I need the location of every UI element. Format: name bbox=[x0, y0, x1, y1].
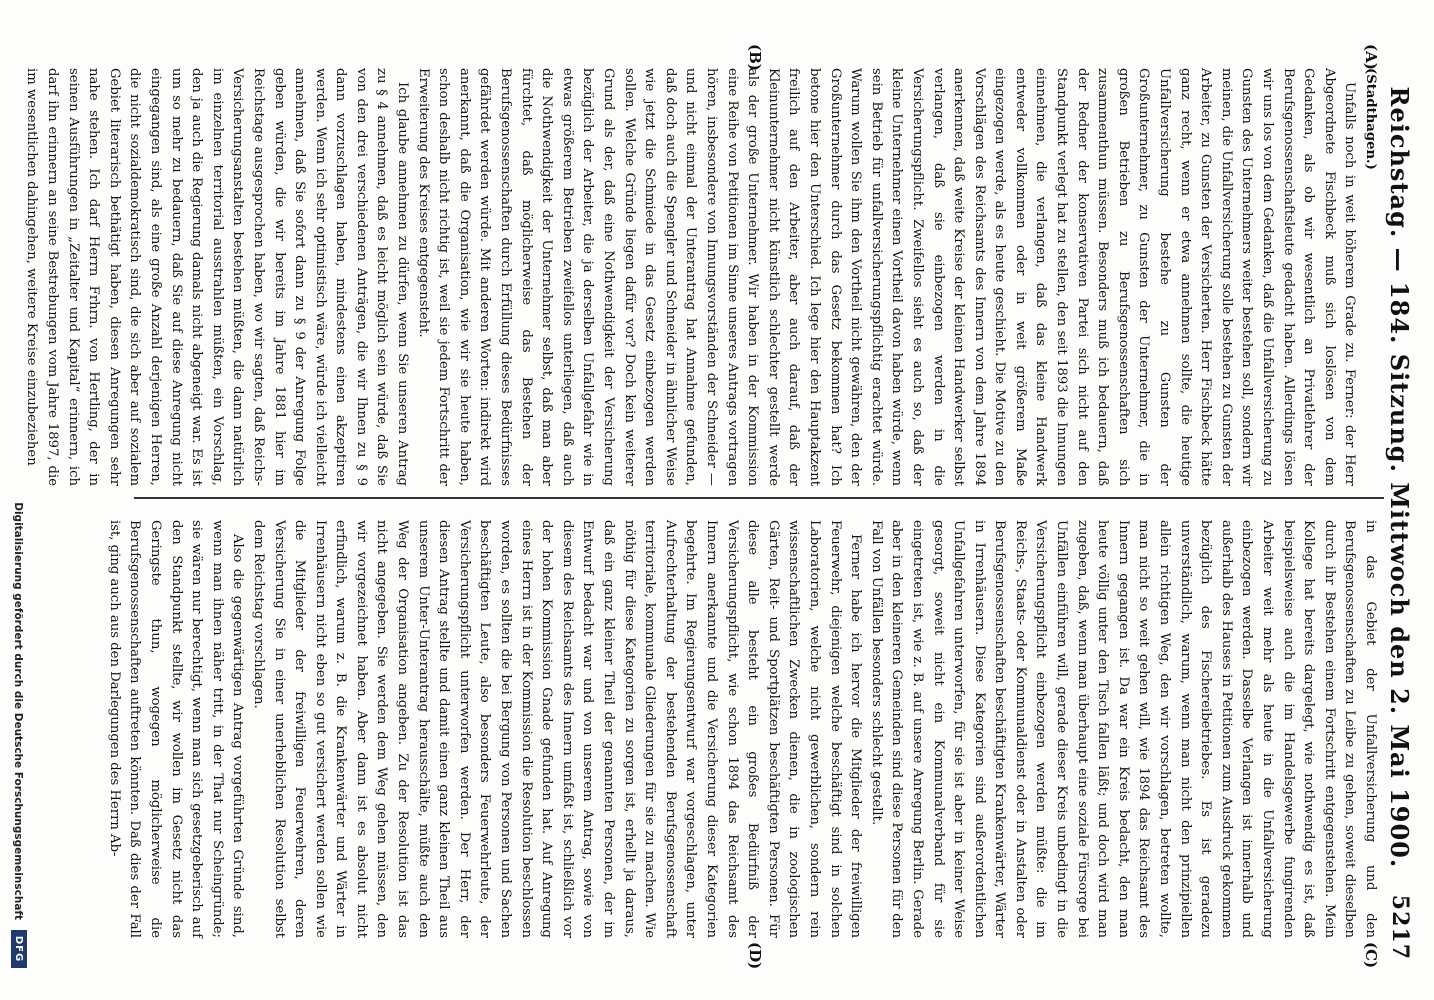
paragraph: Ferner habe ich hervor die Mitglieder der freiwilligen Feuerwehr, diejenigen welche beschäftigt sind in solchen Laboratorien, welche nicht gewerblichen, sondern rein wissenschaftlichen Zwecken dienen, die in zoologischen Gärten, Reit- und Sportplätzen beschäftigten Personen. Für diese alle besteht ein großes Bedürfniß der Versicherungspflicht, wie schon 1894 das Reichsamt des Innern anerkannte und die Versicherung dieser Kategorien begehrte. Im Regierungsentwurf war vorgeschlagen, unter Aufrechterhaltung der bestehenden Berufsgenossenschaft territoriale, kommunale Gliederungen für sie zu machen. Wie nöthig für diese Kategorien zu sorgen ist, erhellt ja daraus, daß ein ganz kleiner Theil der genannten Personen, der im Entwurf bedacht war und von unserem Antrag, sowie von diesem des Reichsamts des Innern umfaßt ist, schließlich vor der hohen Kommission Gnade gefunden hat. Auf Anregung eines Herrn ist in der Kommission die Resolution beschlossen worden, es sollten die bei Bergung von Personen und Sachen beschäftigten Leute, also besonders Feuerwehrleute, der Versicherungspflicht unterworfen werden. Der Herr, der diesen Antrag stellte und damit einen ganz kleinen Theil aus unserem Unter-Unterantrag herausschälte, müßte auch den Weg der Organisation angeben. Zu der Resolution ist das nicht angegeben. Sie werden dem Weg gehen müssen, den wir vorgezeichnet haben. Aber dann ist es absolut nicht erfindlich, warum z. B. die Krankenwärter und Wärter in Irrenhäusern nicht eben so gut versichert werden sollen wie die Mitglieder der freiwilligen Feuerwehren, deren Versicherung Sie in einer unerheblichen Resolution selbst dem Reichstag vorschlagen. bbox=[250, 520, 864, 938]
digitization-credit: Digitalisierung gefördert durch die Deutsche Forschungsgemeinschaft bbox=[12, 502, 24, 920]
speaker-label: (Stadthagen.) bbox=[1363, 68, 1378, 170]
paragraph: Unfalls noch in weit höherem Grade zu. Ferner: der Herr Abgeordnete Fischbeck muß sich loslösen von dem Gedanken, als ob wir wesentlich an Privatlehrer der Berufsgenossenschaftsleute gedacht haben. Allerdings lösen wir uns los von dem Gedanken, daß die Unfallversicherung zu Gunsten des Unternehmers weiter bestehen soll, sondern wir meinen, die Unfallversicherung solle bestehen zu Gunsten der Arbeiter, zu Gunsten der Versicherten. Herr Fischbeck hätte ganz recht, wenn er etwa annehmen sollte, die heutige Unfallversicherung bestehe zu Gunsten der Großunternehmer, zu Gunsten der Unternehmer, die in großen Betrieben zu Berufsgenossenschaften sich zusammenthun müssen. Besonders muß ich bedauern, daß der Redner der konservativen Partei sich nicht auf den Standpunkt verlegt hat zu stellen, den seit 1893 die Innungen einnehmen, die verlangen, daß das kleine Handwerk entweder vollkommen oder in weit größerem Maße eingezogen werde, als es heute geschieht. Die Motive zu den Vorschlägen des Reichsamts des Innern von dem Jahre 1894 anerkennen, daß weite Kreise der kleinen Handwerker selbst verlangen, daß sie einbezogen werden in die Versicherungspflicht. Zweifellos sieht es auch so, daß der kleine Unternehmer einen Vortheil davon haben würde, wenn sein Betrieb für unfallversicherungspflichtig erachtet würde. Warum wollen Sie ihm den Vortheil nicht gewähren, den der Großunternehmer durch das Gesetz bekommen hat? Ich betone hier den Unterschied. Ich lege hier den Hauptakzent freilich auf den Arbeiter, aber auch darauf, daß der Kleinunternehmer nicht künstlich schlechter gestellt werde als der große Unternehmer. Wir haben in der Kommission eine Reihe von Petitionen im Sinne unseres Antrags vortragen hören, insbesondere von Innungsvorständen der Schneider — und nicht einmal der Unterantrag hat Annahme gefunden, daß doch auch die Spengler und Schneider in ähnlicher Weise wie jetzt die Schmiede in das Gesetz einbezogen werden sollen. Welche Gründe liegen dafür vor? Doch kein weiterer Grund als der, daß eine Nothwendigkeit der Versicherung bezüglich der Arbeiter, die ja derselben Unfallgefahr wie in etwas größerem Betrieben zweifellos unterliegen, daß auch die Nothwendigkeit der Unternehmer selbst, daß man aber fürchtet, daß möglicherweise das Bestehen der Berufsgenossenschaften durch Erfüllung dieses Bedürfnisses gefährdet werden würde. Mit anderen Worten: indirekt wird anerkannt, daß die Organisation, wie wir sie heute haben, schon deshalb nicht richtig ist, weil sie jedem Fortschritt der Erweiterung des Kreises entgegensteht. bbox=[415, 68, 1358, 486]
header-title: Reichstag. — 184. Sitzung. Mittwoch den 2. Mai 1900. bbox=[1385, 86, 1415, 869]
margin-mark-b: (B) bbox=[746, 44, 764, 71]
left-column bbox=[24, 68, 1380, 486]
column-divider bbox=[134, 497, 1384, 499]
paragraph: Also die gegenwärtigen Antrag vorgeführten Gründe sind, wenn man ihnen näher tritt, in der That nur Scheingründe; sie wären nur berechtigt, wenn man sich gesetzgeberisch auf den Standpunkt stellte, wir wollen im Gesetz nicht das Geringste thun, wogegen möglicherweise die Berufsgenossenschaften auftreten könnten. Daß dies der Fall ist, ging auch aus den Darlegungen des Herrn Ab- bbox=[106, 520, 246, 938]
paragraph: Ich glaube annehmen zu dürfen, wenn Sie unseren Antrag zu § 4 annehmen, daß es leicht möglich sein würde, daß Sie von den drei verschiedenen Anträgen, die wir Ihnen zu § 9 dann vorzuschlagen haben, mindestens einen akzeptiren werden. Wenn ich sehr optimistisch wäre, würde ich vielleicht annehmen, daß Sie sofort dann zu § 9 der Anregung Folge geben würden, die wir bereits im Jahre 1881 hier im Reichstage ausgesprochen haben, wo wir sagten, daß Reichs-Versicherungsanstalten bestehen müßten, die dann natürlich im einzelnen territorial ausstrahlen müßten, ein Vorschlag, den ja auch die Regierung damals nicht abgeneigt war. Es ist um so mehr zu bedauern, daß Sie auf diese Anregung nicht eingegangen sind, als eine große Anzahl derjenigen Herren, die nicht sozialdemokratisch sind, die sich aber auf sozialem Gebiet literarisch bethätigt haben, diesen Anregungen sehr nahe stehen. Ich darf Herrn Frhrn. von Hertling, der in seinen Ausführungen in „Zeitalter und Kapital“ erinnern, ich darf ihn erinnern an seine Bestrebungen vom Jahre 1897, die im wesentlichen dahingehen, weitere Kreise einzubeziehen bbox=[24, 68, 411, 486]
dfg-logo: DFG bbox=[11, 930, 27, 968]
page-header bbox=[1382, 60, 1418, 960]
paragraph: in das Gebiet der Unfallversicherung und den Berufsgenossenschaften zu Leibe zu gehen, soweit dieselben durch ihr Bestehen einem Fortschritt entgegenstehen. Mein Kollege hat bereits dargelegt, wie nothwendig es ist, daß beispielsweise auch die im Handelsgewerbe fungirenden Arbeiter weit mehr als heute in die Unfallversicherung einbezogen werden. Dasselbe Verlangen ist innerhalb und außerhalb des Hauses in Petitionen zum Ausdruck gekommen bezüglich des Fischereibetriebes. Es ist geradezu unverständlich, warum, wenn man nicht den prinzipiellen allein richtigen Weg, den wir vorschlagen, betreten wollte, man nicht so weit gehen will, wie 1894 das Reichsamt des Innern gegangen ist. Da war ein Kreis bedacht, den man heute völlig unter den Tisch fallen läßt; und doch wird man zugeben, daß, wenn man überhaupt eine soziale Fürsorge bei Unfällen einführen will, gerade dieser Kreis unbedingt in die Versicherungspflicht einbezogen werden müßte: die im Reichs-, Staats- oder Kommunaldienst oder in Anstalten oder Berufsgenossenschaften beschäftigten Krankenwärter, Wärter in Irrenhäusern. Diese Kategorien sind außerordentlichen Unfallgefahren unterworfen, für sie ist aber in keiner Weise gesorgt, soweit nicht ein Kommunalverband für sie eingetreten ist, wie z. B. auf unsere Anregung Berlin. Gerade aber in den kleineren Gemeinden sind diese Personen für den Fall von Unfällen besonders schlecht gestellt. bbox=[868, 520, 1378, 938]
margin-mark-c: (C) bbox=[1362, 942, 1380, 969]
margin-mark-a: (A) bbox=[1362, 44, 1380, 70]
page-number: 5217 bbox=[1387, 894, 1413, 960]
right-column bbox=[106, 520, 1380, 938]
margin-mark-d: (D) bbox=[746, 942, 764, 970]
